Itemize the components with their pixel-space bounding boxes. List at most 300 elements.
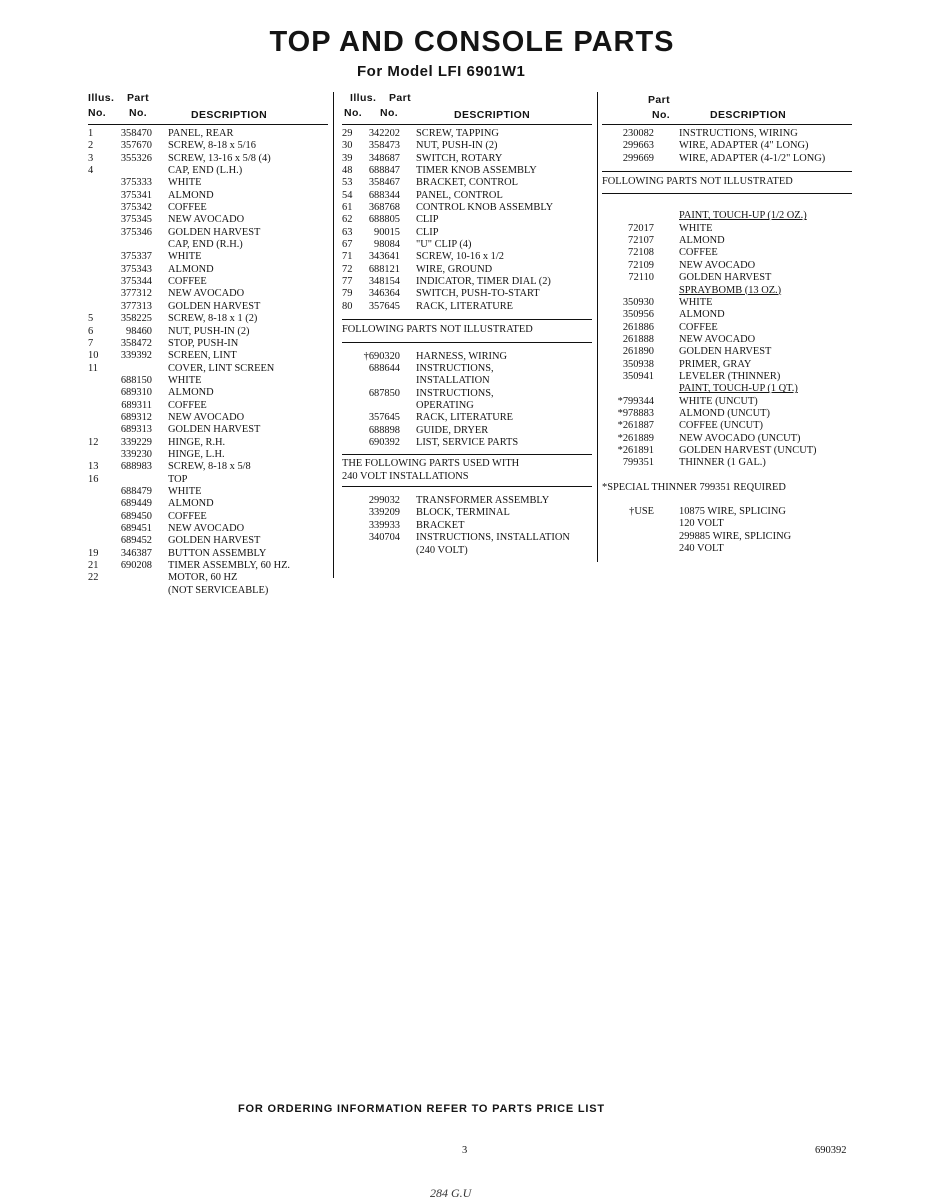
table-row — [88, 202, 328, 214]
table-row — [602, 433, 852, 445]
illus-number: 1 — [88, 128, 94, 139]
part-number: 340704 — [368, 532, 400, 544]
part-number: *799344 — [617, 395, 654, 407]
illus-number: 19 — [88, 547, 99, 559]
table-row — [342, 437, 592, 449]
part-number: 72108 — [628, 247, 654, 259]
part-description: "U" CLIP (4) — [416, 239, 472, 251]
part-number: 342202 — [368, 128, 400, 139]
illus-number — [88, 498, 104, 510]
illus-number: 22 — [88, 572, 99, 584]
part-description: (NOT SERVICEABLE) — [168, 584, 269, 596]
parts-column-1 — [88, 92, 328, 597]
part-description: COFFEE — [679, 321, 718, 333]
part-number: 375343 — [120, 263, 152, 275]
table-row — [88, 264, 328, 276]
part-description: WHITE — [679, 222, 713, 234]
part-description: TIMER KNOB ASSEMBLY — [416, 165, 537, 177]
header-rule — [602, 124, 852, 125]
table-row — [602, 297, 852, 309]
illus-number: 30 — [342, 140, 353, 152]
table-row — [342, 288, 592, 300]
part-number: 688150 — [120, 374, 152, 386]
part-number: 688644 — [368, 362, 400, 374]
table-row — [88, 572, 328, 584]
header-part: Part — [389, 92, 412, 104]
table-row — [602, 383, 852, 395]
part-description: COFFEE — [679, 247, 718, 259]
table-row — [342, 128, 592, 140]
part-number: 688898 — [368, 424, 400, 436]
table-row — [88, 375, 328, 387]
table-row — [88, 486, 328, 498]
part-number: 688805 — [368, 214, 400, 226]
table-row — [342, 351, 592, 363]
table-row — [88, 585, 328, 597]
table-row — [342, 251, 592, 263]
table-row — [342, 363, 592, 375]
illus-number — [88, 400, 104, 412]
illus-number: 3 — [88, 152, 94, 164]
part-description: NEW AVOCADO — [679, 259, 756, 271]
illus-number: 2 — [88, 140, 94, 152]
header-illus: Illus. — [350, 92, 377, 104]
part-description: WHITE (UNCUT) — [679, 395, 758, 407]
illus-number: 7 — [88, 337, 94, 349]
table-row — [88, 239, 328, 251]
part-number — [358, 545, 400, 557]
part-number — [104, 239, 152, 251]
part-number: *261889 — [617, 432, 654, 444]
part-description: SCREW, TAPPING — [416, 128, 499, 139]
table-row — [342, 388, 592, 400]
illus-number — [88, 523, 104, 535]
part-number: 339230 — [120, 448, 152, 460]
table-row — [342, 202, 592, 214]
table-row — [342, 520, 592, 532]
illus-number — [342, 495, 358, 507]
part-description: SCREW, 8-18 x 5/8 — [168, 461, 251, 473]
part-number — [104, 363, 152, 375]
part-description: CAP, END (R.H.) — [168, 239, 243, 251]
illus-number: 61 — [342, 202, 353, 214]
table-row — [88, 153, 328, 165]
part-number: 375345 — [120, 214, 152, 226]
column-divider-2 — [597, 92, 598, 562]
part-number: 348154 — [368, 276, 400, 288]
table-row — [602, 346, 852, 358]
table-row — [88, 511, 328, 523]
part-description: NEW AVOCADO — [168, 214, 245, 226]
part-description: INSTALLATION — [416, 375, 490, 387]
part-number: *261887 — [617, 420, 654, 432]
illus-number: 72 — [342, 263, 353, 275]
part-number — [602, 531, 654, 543]
part-description: 240 VOLT — [679, 543, 724, 555]
part-number: 358473 — [368, 140, 400, 152]
part-description: INSTRUCTIONS, INSTALLATION — [416, 532, 570, 544]
illus-number — [342, 412, 358, 424]
table-row — [602, 309, 852, 321]
part-number — [602, 285, 654, 297]
table-row — [602, 518, 852, 530]
illus-number: 4 — [88, 165, 94, 177]
part-number: *978883 — [617, 407, 654, 419]
illus-number — [88, 190, 104, 202]
part-number — [104, 474, 152, 486]
table-row — [88, 437, 328, 449]
part-number: 377313 — [120, 300, 152, 312]
illus-number — [342, 388, 358, 400]
parts-list — [602, 128, 852, 165]
header-illus: Illus. — [88, 92, 115, 104]
illus-number: 16 — [88, 473, 99, 485]
table-row — [88, 412, 328, 424]
table-row — [88, 387, 328, 399]
part-description: CLIP — [416, 214, 439, 226]
table-row — [342, 190, 592, 202]
illus-number: 10 — [88, 350, 99, 362]
table-row — [342, 507, 592, 519]
illus-number — [88, 227, 104, 239]
part-number: 98084 — [374, 239, 400, 251]
table-row — [88, 449, 328, 461]
column-header — [342, 92, 592, 124]
header-part: Part — [648, 94, 671, 106]
section-heading-line2: 240 VOLT INSTALLATIONS — [342, 470, 469, 482]
table-row — [602, 285, 852, 297]
table-row — [88, 560, 328, 572]
illus-number — [88, 288, 104, 300]
illus-number: 48 — [342, 165, 353, 177]
part-description: NEW AVOCADO — [168, 523, 245, 534]
part-description: INSTRUCTIONS, — [416, 387, 494, 399]
part-number: 343641 — [368, 251, 400, 263]
part-number: 375337 — [120, 251, 152, 263]
part-description: COVER, LINT SCREEN — [168, 362, 275, 374]
part-description: SCREW, 10-16 x 1/2 — [416, 251, 504, 263]
part-number: 689313 — [120, 424, 152, 436]
illus-number: 21 — [88, 560, 99, 572]
part-number: 688121 — [368, 263, 400, 275]
document-number: 690392 — [815, 1145, 847, 1156]
illus-number: 67 — [342, 239, 353, 251]
part-description: 299885 WIRE, SPLICING — [679, 530, 792, 542]
part-description: COFFEE — [168, 276, 207, 288]
part-description: (240 VOLT) — [416, 544, 468, 556]
part-number — [104, 165, 152, 177]
part-description: COFFEE — [168, 202, 207, 214]
part-description: RACK, LITERATURE — [416, 412, 513, 424]
part-number — [104, 585, 152, 597]
part-description: TOP — [168, 473, 188, 485]
part-number: 350938 — [622, 358, 654, 370]
table-row — [342, 140, 592, 152]
part-number: 72017 — [628, 222, 654, 234]
part-description: INDICATOR, TIMER DIAL (2) — [416, 276, 551, 288]
part-description: BRACKET, CONTROL — [416, 177, 518, 189]
table-row — [602, 260, 852, 272]
part-number: 358470 — [120, 128, 152, 139]
header-illus-no: No. — [88, 107, 107, 119]
part-number: 689450 — [120, 510, 152, 522]
illus-number: 11 — [88, 362, 99, 374]
illus-number — [342, 437, 358, 449]
part-description: CLIP — [416, 226, 439, 238]
part-number: 358467 — [368, 177, 400, 189]
illus-number — [88, 264, 104, 276]
table-row — [88, 190, 328, 202]
page-title: TOP AND CONSOLE PARTS — [269, 26, 675, 58]
table-row — [88, 363, 328, 375]
part-number: 375346 — [120, 226, 152, 238]
part-number: 690392 — [368, 436, 400, 448]
part-description: WHITE — [168, 177, 202, 189]
illus-number — [88, 202, 104, 214]
part-description: 120 VOLT — [679, 518, 724, 530]
part-description: GOLDEN HARVEST — [168, 424, 261, 436]
table-row — [88, 140, 328, 152]
part-description: ALMOND — [679, 309, 725, 321]
part-description: HINGE, L.H. — [168, 448, 225, 460]
part-number: 689311 — [121, 399, 152, 411]
part-description: GOLDEN HARVEST — [168, 535, 261, 547]
part-description: PAINT, TOUCH-UP (1/2 OZ.) — [679, 210, 807, 222]
illus-number: 12 — [88, 436, 99, 448]
part-description: BRACKET — [416, 519, 465, 531]
part-number: 358472 — [120, 337, 152, 349]
table-row — [88, 350, 328, 362]
table-row — [602, 396, 852, 408]
illus-number: 54 — [342, 189, 353, 201]
part-description: SWITCH, PUSH-TO-START — [416, 288, 540, 300]
table-row — [602, 543, 852, 555]
handwritten-note: 284 G.U — [430, 1186, 472, 1200]
table-row — [602, 408, 852, 420]
part-description: SWITCH, ROTARY — [416, 152, 503, 164]
table-row — [602, 531, 852, 543]
part-number: 339209 — [368, 507, 400, 519]
part-number: 299663 — [622, 140, 654, 152]
table-row — [88, 177, 328, 189]
part-description: CONTROL KNOB ASSEMBLY — [416, 202, 554, 214]
table-row — [342, 425, 592, 437]
part-description: PAINT, TOUCH-UP (1 QT.) — [679, 383, 798, 395]
part-description: LIST, SERVICE PARTS — [416, 436, 519, 448]
table-row — [88, 338, 328, 350]
illus-number — [342, 400, 358, 412]
part-number: 688479 — [120, 485, 152, 497]
header-rule — [342, 124, 592, 125]
part-description: PANEL, REAR — [168, 128, 234, 139]
part-number: 368768 — [368, 202, 400, 214]
parts-list-not-illustrated — [342, 351, 592, 450]
table-row — [342, 264, 592, 276]
illus-number: 29 — [342, 128, 353, 139]
illus-number — [88, 412, 104, 424]
illus-number — [88, 486, 104, 498]
table-row — [342, 165, 592, 177]
parts-list — [88, 128, 328, 597]
table-row — [342, 239, 592, 251]
part-description: SCREW, 8-18 x 5/16 — [168, 140, 256, 152]
table-row — [342, 495, 592, 507]
part-description: NEW AVOCADO — [168, 288, 245, 300]
part-number: 350941 — [622, 370, 654, 382]
part-number: †USE — [629, 506, 654, 518]
table-row — [88, 313, 328, 325]
part-number: †690320 — [363, 350, 400, 362]
part-number: 689312 — [120, 411, 152, 423]
part-number — [602, 210, 654, 222]
part-number: 355326 — [120, 152, 152, 164]
illus-number: 5 — [88, 313, 94, 325]
part-number: 299669 — [622, 152, 654, 164]
part-description: SCREW, 13-16 x 5/8 (4) — [168, 152, 271, 164]
illus-number — [88, 251, 104, 263]
illus-number — [342, 520, 358, 532]
part-description: ALMOND — [168, 387, 214, 399]
illus-number — [88, 301, 104, 313]
part-description: BUTTON ASSEMBLY — [168, 547, 267, 559]
part-number: 689449 — [120, 498, 152, 510]
part-number: 799351 — [622, 457, 654, 469]
part-description: SCREW, 8-18 x 1 (2) — [168, 313, 258, 325]
table-row — [88, 165, 328, 177]
part-description: WIRE, ADAPTER (4-1/2" LONG) — [679, 152, 826, 164]
part-description: SCREEN, LINT — [168, 350, 237, 362]
illus-number — [342, 532, 358, 544]
table-row — [88, 326, 328, 338]
part-number: 688847 — [368, 165, 400, 177]
table-row — [342, 276, 592, 288]
part-number: 377312 — [120, 288, 152, 300]
part-number: 261890 — [622, 346, 654, 358]
illus-number — [88, 424, 104, 436]
illus-number: 6 — [88, 325, 94, 337]
table-row — [342, 400, 592, 412]
part-number: 346387 — [120, 547, 152, 559]
header-description: DESCRIPTION — [710, 109, 787, 121]
part-description: WIRE, GROUND — [416, 263, 493, 275]
table-row — [88, 535, 328, 547]
illus-number — [88, 585, 104, 597]
part-number: 357645 — [368, 412, 400, 424]
part-number: 98460 — [126, 325, 152, 337]
table-row — [602, 506, 852, 518]
part-number — [602, 518, 654, 530]
header-part: Part — [127, 92, 150, 104]
column-header — [88, 92, 328, 124]
part-number: 261886 — [622, 321, 654, 333]
part-number: *261891 — [617, 444, 654, 456]
header-description: DESCRIPTION — [191, 109, 268, 121]
table-row — [88, 276, 328, 288]
part-number: 72110 — [628, 272, 654, 284]
part-number — [602, 383, 654, 395]
parts-list — [342, 128, 592, 313]
part-number: 689310 — [120, 387, 152, 399]
part-description: COFFEE — [168, 399, 207, 411]
table-row — [88, 474, 328, 486]
illus-number: 77 — [342, 276, 353, 288]
parts-column-3 — [602, 92, 852, 555]
part-number: 348687 — [368, 152, 400, 164]
illus-number — [88, 535, 104, 547]
table-row — [602, 334, 852, 346]
illus-number — [342, 375, 358, 387]
part-number — [602, 543, 654, 555]
part-description: HARNESS, WIRING — [416, 350, 508, 362]
part-description: COFFEE — [168, 510, 207, 522]
part-number — [358, 400, 400, 412]
part-description: HINGE, R.H. — [168, 436, 226, 448]
splicing-wire-list — [602, 506, 852, 555]
part-description: TIMER ASSEMBLY, 60 HZ. — [168, 560, 291, 572]
part-description: GOLDEN HARVEST (UNCUT) — [679, 444, 817, 456]
illus-number — [88, 276, 104, 288]
table-row — [602, 445, 852, 457]
part-number: 690208 — [120, 560, 152, 572]
part-description: ALMOND — [679, 235, 725, 247]
part-description: LEVELER (THINNER) — [679, 370, 781, 382]
illus-number — [88, 511, 104, 523]
page-subtitle: For Model LFI 6901W1 — [357, 63, 526, 80]
part-description: CAP, END (L.H.) — [168, 165, 243, 177]
illus-number — [88, 177, 104, 189]
table-row — [342, 301, 592, 313]
part-number: 339392 — [120, 350, 152, 362]
part-number: 299032 — [368, 495, 400, 507]
table-row — [88, 461, 328, 473]
column-divider-1 — [333, 92, 334, 578]
part-description: WHITE — [679, 296, 713, 308]
part-description: WHITE — [168, 374, 202, 386]
table-row — [88, 548, 328, 560]
part-description: GOLDEN HARVEST — [679, 346, 772, 358]
page-number: 3 — [462, 1145, 468, 1156]
section-rule — [602, 171, 852, 172]
table-row — [88, 251, 328, 263]
part-description: STOP, PUSH-IN — [168, 337, 239, 349]
part-number — [104, 572, 152, 584]
part-description: TRANSFORMER ASSEMBLY — [416, 495, 550, 507]
part-description: NEW AVOCADO — [679, 333, 756, 345]
section-rule — [602, 193, 852, 194]
illus-number: 62 — [342, 214, 353, 226]
part-description: NEW AVOCADO (UNCUT) — [679, 432, 801, 444]
part-description: GOLDEN HARVEST — [679, 272, 772, 284]
part-number — [358, 375, 400, 387]
illus-number: 63 — [342, 226, 353, 238]
illus-number — [342, 545, 358, 557]
section-rule — [342, 486, 592, 487]
part-description: WHITE — [168, 485, 202, 497]
illus-number — [88, 387, 104, 399]
table-row — [88, 424, 328, 436]
part-number: 72109 — [628, 259, 654, 271]
table-row — [602, 140, 852, 152]
part-number: 688344 — [368, 189, 400, 201]
part-number: 358225 — [120, 313, 152, 325]
part-description: NUT, PUSH-IN (2) — [416, 140, 498, 152]
table-row — [88, 214, 328, 226]
part-description: RACK, LITERATURE — [416, 300, 513, 312]
part-description: GUIDE, DRYER — [416, 424, 489, 436]
part-number: 230082 — [622, 128, 654, 139]
header-illus-no: No. — [344, 107, 363, 119]
header-part-no: No. — [380, 107, 399, 119]
